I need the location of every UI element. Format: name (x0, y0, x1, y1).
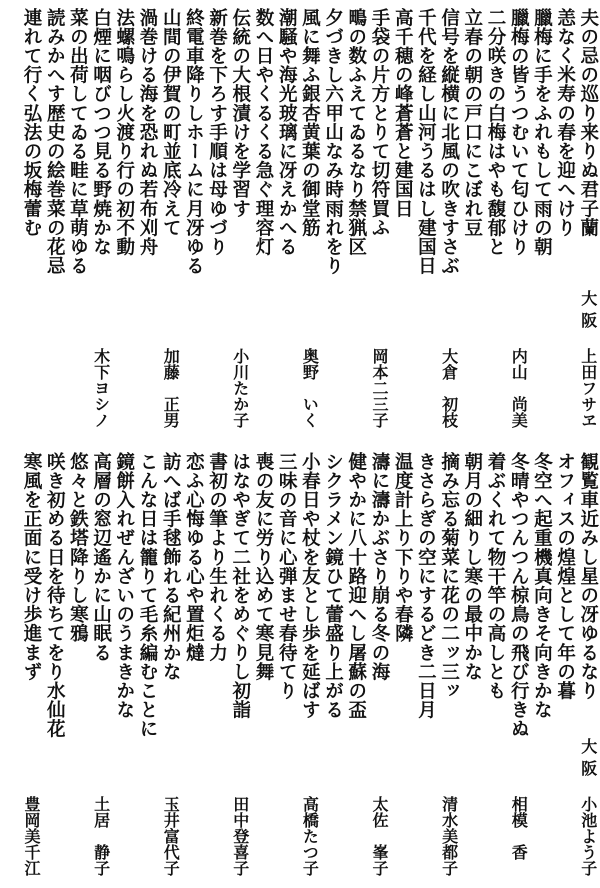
author-name: 清水美都子 (439, 796, 459, 876)
haiku-text: 白煙に咽びつつ見る野焼かな (90, 8, 112, 257)
haiku-text: 風に舞ふ銀杏黄葉の御堂筋 (299, 8, 321, 238)
author-name: 小川たか子 (230, 348, 250, 428)
haiku-text: 手袋の片方とりて切符買ふ (369, 8, 390, 238)
haiku-text: 臘梅に手をふれもして雨の朝 (531, 8, 553, 257)
haiku-text: 冬晴やつんつん椋鳥の飛び行きぬ (508, 452, 530, 739)
haiku-text: 夕づきし六甲山なみ時雨れをり (322, 8, 344, 276)
haiku-text: 咲き初める日を待ちてをり水仙花 (44, 452, 66, 739)
haiku-text: 夫の忌の巡り来りぬ君子蘭 (577, 8, 599, 238)
author-name: 豊岡美千江 (22, 796, 41, 876)
haiku-text: 鴫の数ふえてゐるなり禁猟区 (345, 8, 367, 257)
haiku-text: 書初の筆より生れくる力 (206, 452, 228, 663)
haiku-text: 三味の音に心弾ませ春待てり (276, 452, 298, 701)
haiku-text: こんな日は籠りて毛糸編むことに (137, 452, 158, 739)
author-name: 大倉 初枝 (439, 348, 459, 428)
haiku-text: 山間の伊賀の町並底冷えて (160, 8, 182, 238)
haiku-text: 恋ふ心悔ゆる心や置炬燵 (183, 452, 205, 663)
haiku-text: 菜の出荷してゐる畦に草萌ゆる (67, 8, 89, 276)
haiku-text: 新巻を下ろす手順は母ゆづり (206, 8, 228, 257)
haiku-text: 数へ日やくるくる急ぐ理容灯 (253, 8, 274, 257)
haiku-text: 観覧車近みし星の冴ゆるなり (577, 452, 599, 701)
haiku-text: 高千穂の峰蒼蒼と建国日 (392, 8, 414, 219)
haiku-text: 潮騒や海光玻璃に冴えかへる (276, 8, 298, 257)
author-name: 玉井富代子 (161, 796, 181, 876)
author-name: 小池よう子 (578, 796, 598, 876)
author-name: 太佐 峯子 (370, 796, 389, 876)
haiku-text: 摘み忘る菊菜に花の二ッ三ッ (438, 452, 460, 701)
haiku-text: 伝統の大根漬けを学習す (229, 8, 251, 219)
top-haiku-block (0, 8, 600, 440)
bottom-haiku-block (0, 452, 600, 884)
author-name: 田中登喜子 (230, 796, 250, 876)
haiku-text: 訪へば手毬飾れる紀州かな (160, 452, 182, 682)
haiku-text: 千代を経し山河うるはし建国日 (415, 8, 437, 276)
haiku-text: 喪の友に労り込めて寒見舞 (253, 452, 274, 682)
author-name: 内山 尚美 (509, 348, 529, 428)
haiku-text: 健やかに八十路迎へし屠蘇の盃 (345, 452, 367, 720)
haiku-text: 冬空へ起重機真向きそ向きかな (531, 452, 553, 720)
haiku-text: 法螺鳴らし火渡り行の初不動 (113, 8, 135, 257)
haiku-text: 小春日や杖を友とし歩を延ばす (299, 452, 321, 720)
author-name: 高橋たつ子 (300, 796, 320, 876)
haiku-text: 連れて行く弘法の坂梅蕾む (21, 8, 42, 238)
haiku-text: 高層の窓辺遙かに山眠る (90, 452, 112, 663)
haiku-text: 濤に濤かぶさり崩る冬の海 (369, 452, 390, 682)
haiku-text: 臘梅の皆うつむいて匂ひけり (508, 8, 530, 257)
author-name: 相模 香 (509, 796, 529, 860)
haiku-text: 終電車降りしホームに月冴ゆる (183, 8, 205, 276)
author-name: 木下ヨシノ (91, 348, 111, 428)
haiku-text: 寒風を正面に受け歩進まず (21, 452, 42, 682)
haiku-text: シクラメン鏡ひて蕾盛り上がる (322, 452, 344, 720)
author-city: 大阪 (578, 738, 598, 782)
haiku-text: きさらぎの空にするどき二日月 (415, 452, 437, 720)
author-name: 岡本二三子 (370, 348, 389, 428)
author-name: 土居 静子 (91, 796, 111, 876)
haiku-text: 恙なく米寿の春を迎へけり (554, 8, 576, 238)
haiku-text: オフィスの煌煌として年の暮 (554, 452, 576, 701)
haiku-text: 二分咲きの白梅はやも馥郁と (485, 8, 506, 257)
haiku-text: 読みかへす歴史の絵巻菜の花忌 (44, 8, 66, 276)
author-name: 上田フサヱ (578, 348, 598, 428)
haiku-text: はなやぎて二社をめぐりし初詣 (229, 452, 251, 720)
haiku-text: 信号を縦横に北風の吹きすさぶ (438, 8, 460, 276)
haiku-text: 悠々と鉄塔降りし寒鴉 (67, 452, 89, 643)
haiku-text: 鏡餅入れぜんざいのうまきかな (113, 452, 135, 720)
haiku-text: 朝月の細りし寒の最中かな (461, 452, 483, 682)
haiku-text: 立春の朝の戸口にこぼれ豆 (461, 8, 483, 238)
author-name: 加藤 正男 (161, 348, 181, 428)
author-name: 奥野 いく (300, 348, 320, 428)
haiku-text: 着ぶくれて物干竿の高しとも (485, 452, 506, 701)
haiku-text: 温度計上り下りや春隣 (392, 452, 414, 643)
author-city: 大阪 (578, 290, 598, 334)
haiku-text: 渦巻ける海を恐れぬ若布刈舟 (137, 8, 158, 257)
